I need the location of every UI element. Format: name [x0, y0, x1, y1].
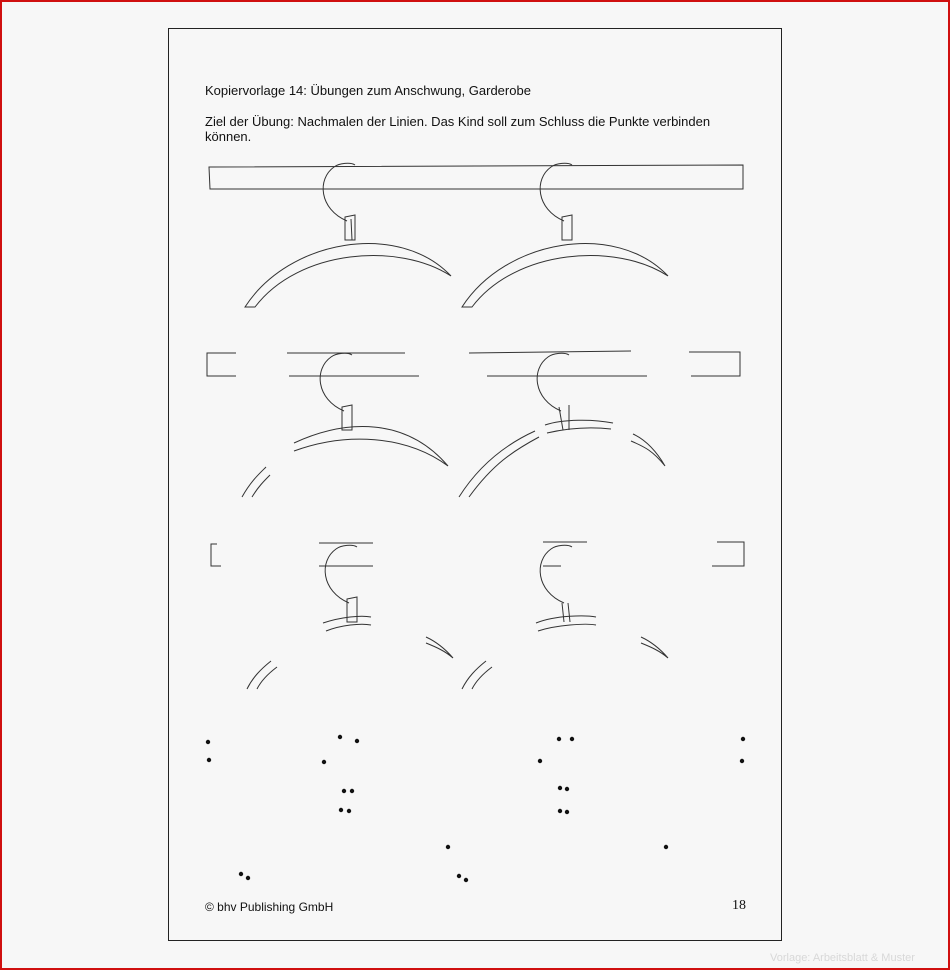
hanger — [245, 163, 451, 307]
rail — [209, 165, 743, 189]
exercise-row-partial — [207, 351, 740, 497]
exercise-row-dots — [206, 735, 745, 882]
worksheet-title: Kopiervorlage 14: Übungen zum Anschwung, Garderobe — [205, 83, 531, 98]
hanger — [462, 163, 668, 307]
exercise-row-full — [209, 163, 743, 307]
page-number: 18 — [732, 898, 746, 913]
copyright-notice: © bhv Publishing GmbH — [205, 900, 334, 914]
exercise-row-sparse — [211, 542, 744, 689]
watermark-text: Vorlage: Arbeitsblatt & Muster — [770, 952, 915, 964]
hanger — [462, 545, 668, 689]
hanger — [242, 353, 448, 497]
hanger — [459, 353, 665, 497]
hanger-exercises — [169, 29, 781, 940]
worksheet-page — [168, 28, 782, 941]
exercise-goal: Ziel der Übung: Nachmalen der Linien. Das Kind soll zum Schluss die Punkte verbinden können. — [205, 114, 711, 144]
hanger — [247, 545, 453, 689]
